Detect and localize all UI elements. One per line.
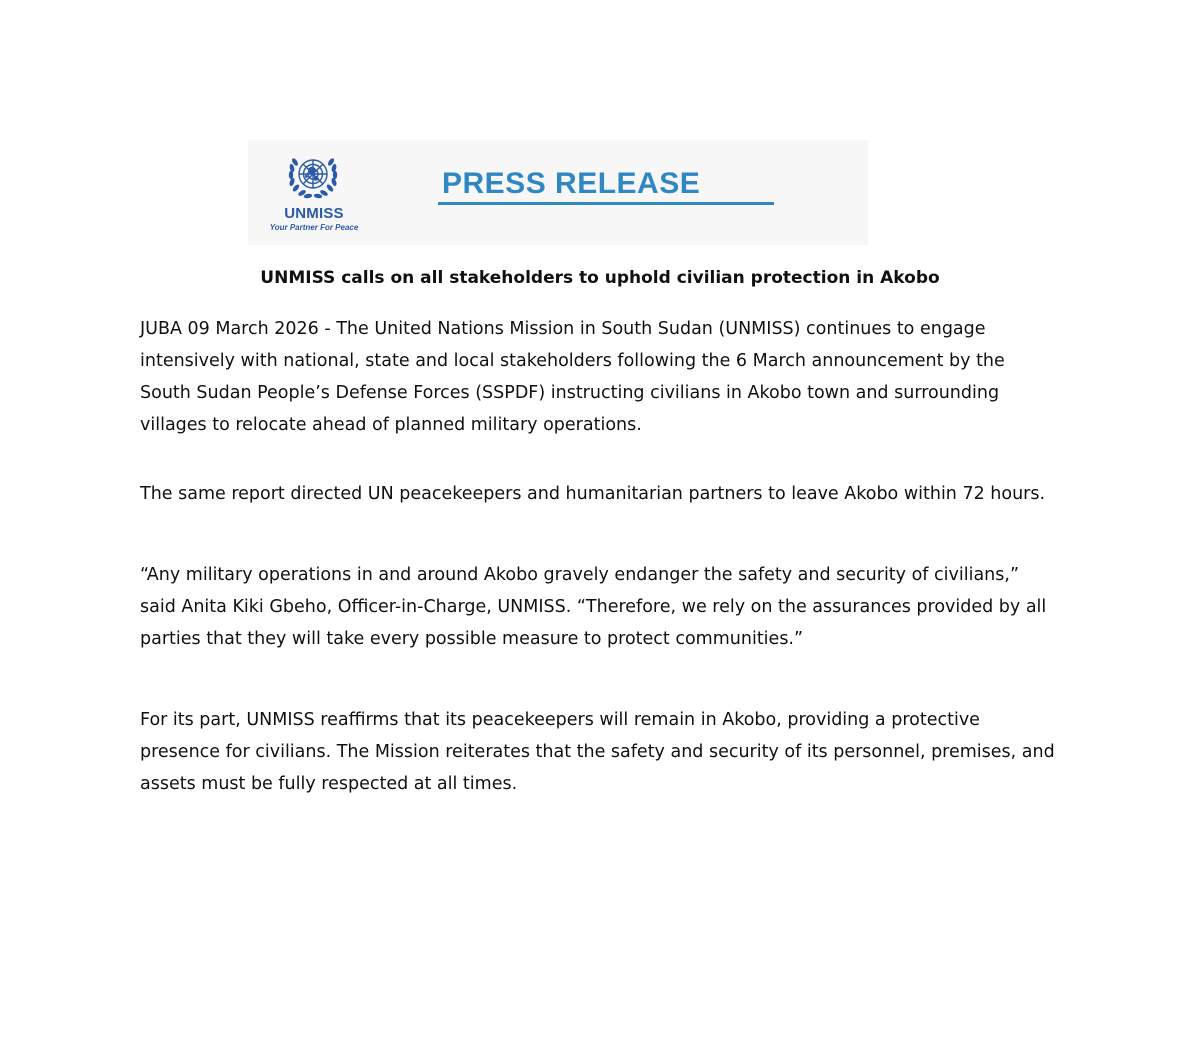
- article-paragraph: The same report directed UN peacekeepers and humanitarian partners to leave Akobo within 72 hours.: [140, 484, 1046, 504]
- article-paragraph: JUBA 09 March 2026 - The United Nations Mission in South Sudan (UNMISS) continues to engage intensively with national, state and local stakeholders following the 6 March announcement by the South Sudan People’s Defense Forces (SSPDF) instructing civilians in Akobo town and surrounding villages to relocate ahead of planned military operations.: [140, 319, 1005, 435]
- press-release-title: PRESS RELEASE: [442, 167, 701, 200]
- logo-name: UNMISS: [284, 205, 344, 222]
- logo-tagline: Your Partner For Peace: [269, 223, 359, 232]
- article-paragraph: “Any military operations in and around Akobo gravely endanger the safety and security of civilians,” said Anita Kiki Gbeho, Officer-in-Charge, UNMISS. “Therefore, we rely on the assurances provided by all parties that they will take every possible measure to protect communities.”: [140, 565, 1047, 649]
- article-headline: UNMISS calls on all stakeholders to uphold civilian protection in Akobo: [260, 268, 940, 288]
- un-emblem-icon: [281, 148, 345, 206]
- article-paragraph: For its part, UNMISS reaffirms that its peacekeepers will remain in Akobo, providing a protective presence for civilians. The Mission reiterates that the safety and security of its personnel, premises, and assets must be fully respected at all times.: [140, 710, 1055, 794]
- unmiss-logo: [258, 148, 370, 238]
- title-underline: [438, 202, 774, 205]
